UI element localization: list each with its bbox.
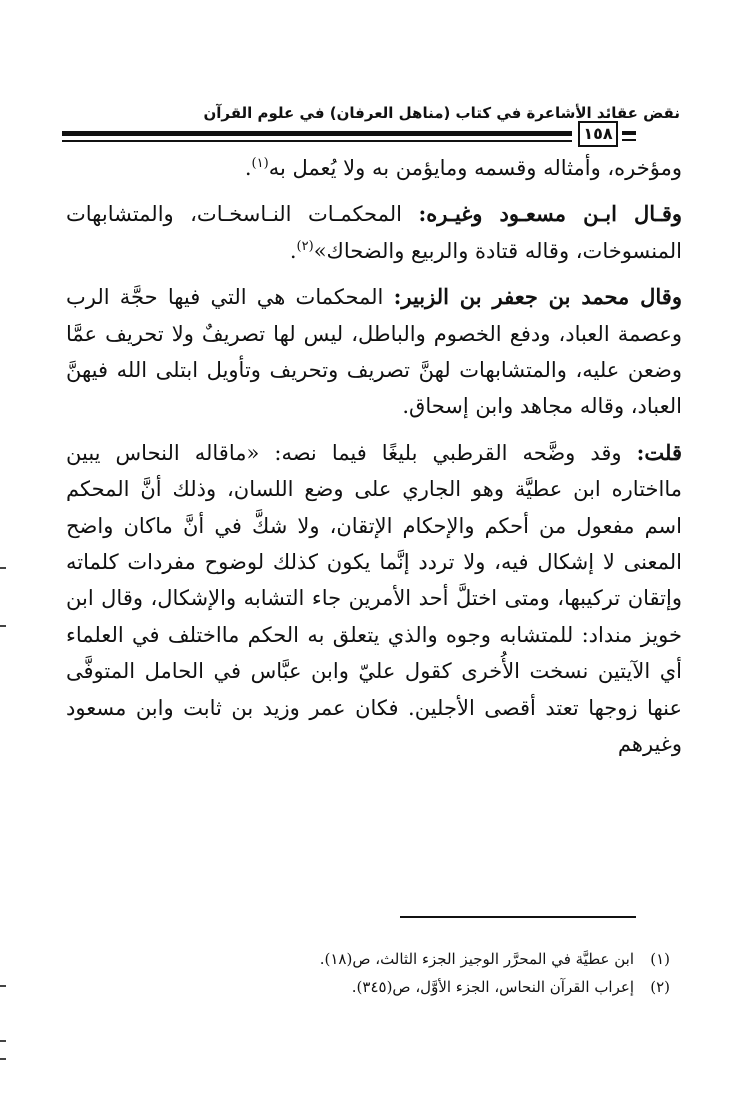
- footnotes: [230, 945, 670, 1001]
- page-number: ١٥٨: [578, 121, 618, 147]
- footnote-2-number: (٢): [650, 978, 670, 996]
- paragraph-4-lead: قلت:: [636, 439, 682, 465]
- header-rule-thick: [62, 131, 572, 136]
- paragraph-2-tail: .: [289, 238, 297, 263]
- paragraph-4-text: وقد وضَّحه القرطبي بليغًا فيما نصه: «ماقاله النحاس يبين مااختاره ابن عطيَّة وهو الجاري على وضع اللسان، وذلك أنَّ المحكم اسم مفعول من أحكم والإحكام الإتقان، ولا شكَّ في أنَّ ماكان واضح المعنى لا إشكال فيه، ولا تردد إنَّما يكون كذلك لوضوح مفردات كلماته وإتقان تركيبها، ومتى اختلَّ أحد الأمرين جاء التشابه والإشكال، وقال ابن خويز منداد: للمتشابه وجوه والذي يتعلق به الحكم مااختلف في العلماء أي الآيتين نسخت الأُخرى كقول عليّ وابن عبَّاس في الحامل المتوفَّى عنها زوجها تعتد أقصى الأجلين. فكان عمر وزيد بن ثابت وابن مسعود وغيرهم: [66, 440, 682, 757]
- scan-edge-mark: [0, 985, 6, 987]
- header-rule-thin: [62, 140, 572, 142]
- paragraph-2: [66, 196, 682, 269]
- paragraph-1-tail: .: [244, 156, 252, 180]
- main-text: [66, 150, 682, 763]
- footnote-2-text: إعراب القرآن النحاس، الجزء الأوَّل، ص(٣٤٥).: [351, 978, 634, 996]
- paragraph-3-lead: وقال محمد بن جعفر بن الزبير:: [393, 284, 682, 310]
- paragraph-2-lead: وقـال ابـن مسعـود وغيـره:: [418, 201, 682, 227]
- paragraph-3-text: المحكمات هي التي فيها حجَّة الرب وعصمة العباد، ودفع الخصوم والباطل، ليس لها تصريفٌ ولا تحريف عمَّا وضعن عليه، والمتشابهات لهنَّ تصريف وتحريف وتأويل ابتلى الله فيهنَّ العباد، وقاله مجاهد وابن إسحاق.: [66, 285, 682, 419]
- page-number-rule-mark: [622, 131, 636, 135]
- footnote-1-text: ابن عطيَّة في المحرَّر الوجيز الجزء الثالث، ص(١٨).: [319, 950, 634, 968]
- page-number-rule-mark-thin: [622, 139, 636, 141]
- footnote-2: [230, 973, 670, 1001]
- scan-edge-mark: [0, 1040, 6, 1042]
- running-title: نقض عقائد الأشاعرة في كتاب (مناهل العرفان) في علوم القرآن: [203, 104, 680, 122]
- scan-edge-mark: [0, 567, 6, 569]
- paragraph-2-text: المحكمـات النـاسخـات، والمتشابهات المنسوخات، وقاله قتادة والربيع والضحاك»: [66, 202, 682, 263]
- paragraph-3: [66, 279, 682, 425]
- paragraph-1: [66, 150, 682, 186]
- paragraph-4: [66, 435, 682, 763]
- paragraph-1-text: ومؤخره، وأمثاله وقسمه ومايؤمن به ولا يُعمل به: [268, 156, 682, 180]
- footnote-1-number: (١): [650, 950, 670, 968]
- footnote-separator: [400, 916, 636, 918]
- scan-edge-mark: [0, 625, 6, 627]
- footnote-ref-1: (١): [251, 156, 269, 171]
- footnote-ref-2: (٢): [296, 238, 314, 254]
- scan-edge-mark: [0, 1058, 6, 1060]
- footnote-1: [230, 945, 670, 973]
